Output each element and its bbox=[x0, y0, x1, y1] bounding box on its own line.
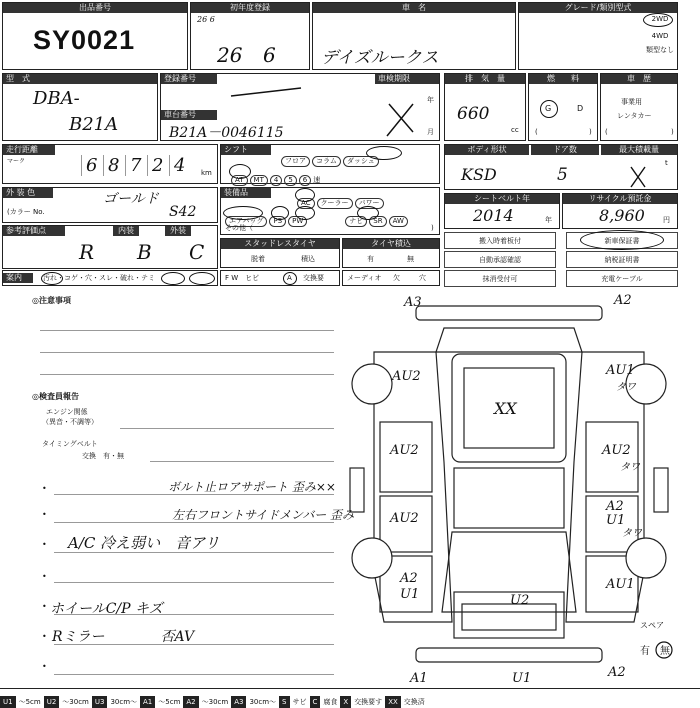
mark-a1-rear-bumper: A1 bbox=[410, 671, 428, 686]
equip-cooler: クーラー bbox=[317, 198, 353, 209]
equip-ps: PS bbox=[269, 216, 286, 227]
engine-label-2: （異音・不調等） bbox=[42, 418, 98, 426]
mileage-unit: km bbox=[201, 169, 212, 177]
doc-auto-approval: 自動承認確認 bbox=[444, 251, 556, 268]
equipment-other: その他（ bbox=[225, 224, 253, 232]
doc-deregistration: 抹消受付可 bbox=[444, 270, 556, 287]
legend-value: ～30cm bbox=[201, 698, 229, 706]
drive-4wd: 4WD bbox=[651, 32, 669, 40]
shift-4: 4 bbox=[270, 175, 282, 186]
fuel-box bbox=[528, 73, 598, 141]
reg-chassis-box bbox=[160, 73, 440, 141]
chassis-value: B21A－0046115 bbox=[169, 125, 284, 141]
first-registration-month: 6 bbox=[263, 43, 276, 67]
equip-airbag-circle bbox=[223, 206, 263, 220]
first-registration-label: 初年度登録 bbox=[191, 3, 309, 13]
inspection-cross-mark bbox=[161, 74, 441, 142]
mark-dent-right-door: タワ bbox=[620, 462, 640, 473]
vehicle-name-label: 車 名 bbox=[313, 3, 515, 13]
equipment-other-close: ) bbox=[431, 224, 434, 232]
bullet: • bbox=[42, 602, 47, 611]
capacity-unit: t bbox=[665, 159, 668, 167]
chassis-label: 車台番号 bbox=[161, 110, 217, 120]
capacity-label: 最大積載量 bbox=[601, 145, 677, 155]
legend-value: ～5cm bbox=[18, 698, 41, 706]
score-exterior: C bbox=[189, 240, 205, 264]
mileage-digit-1: 6 bbox=[81, 155, 103, 176]
model-value-1: DBA- bbox=[33, 88, 80, 109]
mark-a3-front: A3 bbox=[404, 295, 422, 310]
equip-pw-circle bbox=[295, 206, 315, 220]
drive-none: 類型なし bbox=[646, 46, 674, 54]
tire-load-label: タイヤ積込 bbox=[343, 239, 439, 249]
displacement-box bbox=[444, 73, 526, 141]
report-line-4: ホイールC/P キズ bbox=[50, 601, 163, 617]
legend-value: ～30cm bbox=[62, 698, 89, 706]
first-registration-year: 26 bbox=[217, 43, 243, 67]
mileage-digit-5: 4 bbox=[169, 155, 191, 176]
recycle-box bbox=[562, 193, 678, 229]
shift-5: 5 bbox=[284, 175, 296, 186]
media-missing: 欠 bbox=[393, 274, 400, 282]
mark-u1-rear-bumper: U1 bbox=[512, 671, 532, 686]
seatbelt-label: シートベルト年 bbox=[445, 194, 559, 204]
equip-power: パワー bbox=[355, 198, 384, 209]
history-rental: レンタカー bbox=[617, 112, 652, 120]
fuel-paren-close: ) bbox=[589, 128, 592, 136]
mark-au2-hood-left: AU2 bbox=[392, 369, 421, 384]
studless-detach: 脱着 bbox=[251, 255, 265, 263]
interior-label: 内装 bbox=[113, 226, 139, 236]
mark-u1-left-quarter: U1 bbox=[400, 587, 420, 602]
mileage-digit-4: 2 bbox=[147, 155, 169, 176]
legend-key: U3 bbox=[92, 696, 108, 708]
mileage-box bbox=[2, 144, 218, 184]
body-box bbox=[444, 144, 678, 190]
note-line bbox=[40, 374, 334, 375]
legend-key: C bbox=[310, 696, 321, 708]
studless-label: スタッドレスタイヤ bbox=[221, 239, 339, 249]
legend-key: XX bbox=[385, 696, 401, 708]
engine-label-1: エンジン関係 bbox=[46, 408, 88, 416]
mark-au1-right-quarter: AU1 bbox=[606, 577, 635, 592]
fw-box bbox=[220, 270, 340, 286]
first-registration-small: 26 6 bbox=[197, 15, 215, 24]
timing-belt-label: タイミングベルト bbox=[42, 440, 98, 448]
recycle-unit: 円 bbox=[663, 216, 670, 224]
model-value-2: B21A bbox=[69, 114, 119, 135]
legend-value: 腐食 bbox=[323, 698, 338, 706]
fw-a: A bbox=[287, 274, 292, 282]
history-paren-close: ) bbox=[671, 128, 674, 136]
lot-box bbox=[2, 2, 188, 70]
engine-line bbox=[120, 428, 334, 429]
first-registration-box bbox=[190, 2, 310, 70]
equip-navi: ナビ bbox=[345, 216, 367, 227]
history-label: 車 歴 bbox=[601, 74, 677, 84]
equip-ps-circle bbox=[271, 206, 289, 220]
legend-value: 交換済 bbox=[403, 698, 425, 706]
body-shape-label: ボディ形状 bbox=[445, 145, 529, 155]
equip-ac-circle bbox=[295, 188, 315, 202]
score-overall: R bbox=[79, 240, 95, 264]
exterior-label: 外装 bbox=[165, 226, 191, 236]
drive-2wd-circle bbox=[643, 13, 673, 27]
history-business: 事業用 bbox=[621, 98, 642, 106]
shift-at: AT bbox=[231, 175, 248, 186]
shift-mt: MT bbox=[250, 175, 268, 186]
mark-u2-rear: U2 bbox=[510, 593, 530, 608]
history-box bbox=[600, 73, 678, 141]
drive-2wd: 2WD bbox=[651, 15, 669, 23]
legend-value: 30cm～ bbox=[249, 698, 277, 706]
mileage-digit-3: 7 bbox=[125, 155, 147, 176]
legend-key: U2 bbox=[44, 696, 60, 708]
shift-floor: フロア bbox=[281, 156, 310, 167]
displacement-unit: cc bbox=[511, 126, 519, 134]
color-value: ゴールド bbox=[103, 191, 159, 207]
fuel-gasoline-circle bbox=[540, 100, 558, 118]
mark-a2-left-quarter: A2 bbox=[400, 571, 418, 586]
doc-charge-cable: 充電ケーブル bbox=[566, 270, 678, 287]
tire-load-box bbox=[342, 238, 440, 268]
displacement-value: 660 bbox=[457, 104, 490, 124]
note-line bbox=[40, 330, 334, 331]
notes-title: ◎注意事項 bbox=[32, 296, 71, 305]
doc-warranty-circle bbox=[580, 230, 664, 250]
color-label: 外 装 色 bbox=[3, 188, 53, 198]
report-line-2: 左右フロントサイドメンバー 歪み bbox=[172, 508, 355, 522]
fw-a-circle bbox=[283, 272, 297, 285]
legend-value: 交換要す bbox=[354, 698, 383, 706]
bullet: • bbox=[42, 662, 47, 671]
guidance-tear-circle bbox=[161, 272, 185, 285]
note-line bbox=[40, 352, 334, 353]
fw-text: F W ヒビ bbox=[225, 274, 260, 282]
vehicle-name-box bbox=[312, 2, 516, 70]
door-count-value: 5 bbox=[557, 165, 568, 185]
legend-key: A1 bbox=[140, 696, 155, 708]
guidance-dirt-circle bbox=[41, 272, 63, 285]
seatbelt-box bbox=[444, 193, 560, 229]
mileage-digit-2: 8 bbox=[103, 155, 125, 176]
mark-a2-right-rear: A2 bbox=[606, 499, 624, 514]
bullet: • bbox=[42, 510, 47, 519]
damage-legend bbox=[0, 688, 700, 706]
bullet: • bbox=[42, 572, 47, 581]
report-line bbox=[54, 582, 334, 583]
score-interior: B bbox=[137, 240, 152, 264]
lot-number: SY0021 bbox=[33, 25, 136, 55]
mark-au2-left-door: AU2 bbox=[390, 443, 419, 458]
shift-6: 6 bbox=[299, 175, 311, 186]
shift-label: シフト bbox=[221, 145, 271, 155]
spare-tire-no: 無 bbox=[660, 646, 670, 657]
equip-aw: AW bbox=[389, 216, 408, 227]
report-line bbox=[54, 674, 334, 675]
fuel-diesel: D bbox=[577, 104, 584, 113]
equip-navi-circle bbox=[357, 206, 379, 220]
history-paren: ( bbox=[605, 128, 608, 136]
report-line-1: ボルト止ロアサポート 歪み×× bbox=[168, 480, 336, 494]
lot-label: 出品番号 bbox=[3, 3, 187, 13]
seatbelt-value: 2014 bbox=[473, 206, 514, 225]
inspection-label: 車検期限 bbox=[375, 74, 439, 84]
legend-key: A2 bbox=[183, 696, 198, 708]
mark-dent-right-front: タワ bbox=[616, 382, 636, 393]
timing-belt-opts: 交換 有・無 bbox=[82, 452, 124, 460]
mark-au2-right-door: AU2 bbox=[602, 443, 631, 458]
equip-airbag: エアバッグ bbox=[225, 216, 267, 227]
shift-dash: ダッシュ bbox=[343, 156, 379, 167]
fuel-gasoline: G bbox=[545, 104, 552, 113]
studless-box bbox=[220, 238, 340, 268]
legend-value: 30cm～ bbox=[110, 698, 138, 706]
inspection-month-unit: 月 bbox=[427, 128, 434, 136]
recycle-value: 8,960 bbox=[599, 206, 645, 225]
grade-label: グレード/類別型式 bbox=[519, 3, 677, 13]
score-label: 参考評価点 bbox=[3, 226, 65, 236]
timing-line bbox=[150, 461, 334, 462]
studless-load: 積込 bbox=[301, 255, 315, 263]
report-line-3: A/C 冷え弱い 音アリ bbox=[68, 534, 220, 552]
capacity-cross-mark bbox=[445, 145, 679, 191]
guidance-label: 案内 bbox=[3, 273, 33, 283]
score-box bbox=[2, 225, 218, 269]
fw-exchange: 交換要 bbox=[303, 274, 324, 282]
legend-value: サビ bbox=[292, 698, 307, 706]
spare-tire-yes: 有 bbox=[640, 646, 650, 657]
color-number-label: (カラー No. bbox=[7, 208, 45, 216]
shift-dash-circle bbox=[366, 146, 402, 160]
bullet: • bbox=[42, 632, 47, 641]
grade-box bbox=[518, 2, 678, 70]
fuel-paren: ( bbox=[535, 128, 538, 136]
doc-arrival-plate: 搬入時着板付 bbox=[444, 232, 556, 249]
guidance-box bbox=[2, 270, 218, 286]
color-code: S42 bbox=[169, 204, 197, 220]
shift-at-circle bbox=[229, 164, 251, 179]
mark-u1-right-rear: U1 bbox=[606, 513, 626, 528]
media-box bbox=[342, 270, 440, 286]
registration-label: 登録番号 bbox=[161, 74, 217, 84]
mileage-digits bbox=[81, 155, 191, 176]
equipment-label: 装備品 bbox=[221, 188, 271, 198]
bullet: • bbox=[42, 484, 47, 493]
recycle-label: リサイクル預託金 bbox=[563, 194, 677, 204]
door-count-label: ドア数 bbox=[531, 145, 599, 155]
inspection-year-unit: 年 bbox=[427, 96, 434, 104]
tire-load-no: 無 bbox=[407, 255, 414, 263]
shift-column: コラム bbox=[312, 156, 341, 167]
legend-key: X bbox=[340, 696, 351, 708]
mark-au1-right-front: AU1 bbox=[606, 363, 635, 378]
legend-key: S bbox=[279, 696, 289, 708]
seatbelt-unit: 年 bbox=[545, 216, 552, 224]
report-line-5: Rミラー 否AV bbox=[52, 629, 195, 645]
color-box bbox=[2, 187, 218, 223]
mark-dent-right-rear: タワ bbox=[622, 528, 642, 539]
mark-xx-roof: XX bbox=[494, 399, 517, 418]
doc-tax-cert: 納税証明書 bbox=[566, 251, 678, 268]
spare-tire-label: スペア bbox=[640, 621, 664, 630]
bullet: • bbox=[42, 540, 47, 549]
legend-key: A3 bbox=[231, 696, 246, 708]
report-title: ◎検査員報告 bbox=[32, 392, 79, 401]
mark-a2-rear-bumper: A2 bbox=[608, 665, 626, 680]
vehicle-name-value: デイズルークス bbox=[321, 48, 439, 68]
guidance-items: 汚れ・コゲ・穴・スレ・破れ・テミ bbox=[43, 274, 155, 282]
equipment-box bbox=[220, 187, 440, 235]
legend-key: U1 bbox=[0, 696, 16, 708]
mileage-label: 走行距離 bbox=[3, 145, 55, 155]
mark-a2-front: A2 bbox=[614, 293, 632, 308]
media-hole: 穴 bbox=[419, 274, 426, 282]
equip-ac: AC bbox=[297, 198, 315, 209]
equip-sr: SR bbox=[369, 216, 386, 227]
media-label: メーディオ bbox=[347, 274, 382, 282]
body-shape-value: KSD bbox=[461, 165, 497, 184]
tire-load-yes: 有 bbox=[367, 255, 374, 263]
model-label: 型 式 bbox=[3, 74, 157, 84]
displacement-label: 排 気 量 bbox=[445, 74, 525, 84]
mark-au2-left-rear: AU2 bbox=[390, 511, 419, 526]
doc-warranty: 新車保証書 bbox=[566, 232, 678, 249]
model-box bbox=[2, 73, 158, 141]
equip-pw: PW bbox=[288, 216, 307, 227]
guidance-dent-circle bbox=[189, 272, 215, 285]
shift-box bbox=[220, 144, 440, 184]
shift-speed: 速 bbox=[313, 176, 321, 184]
legend-value: ～5cm bbox=[158, 698, 181, 706]
mileage-mark-label: マーク bbox=[7, 158, 26, 165]
car-damage-diagram bbox=[344, 292, 684, 686]
fuel-label: 燃 料 bbox=[529, 74, 597, 84]
